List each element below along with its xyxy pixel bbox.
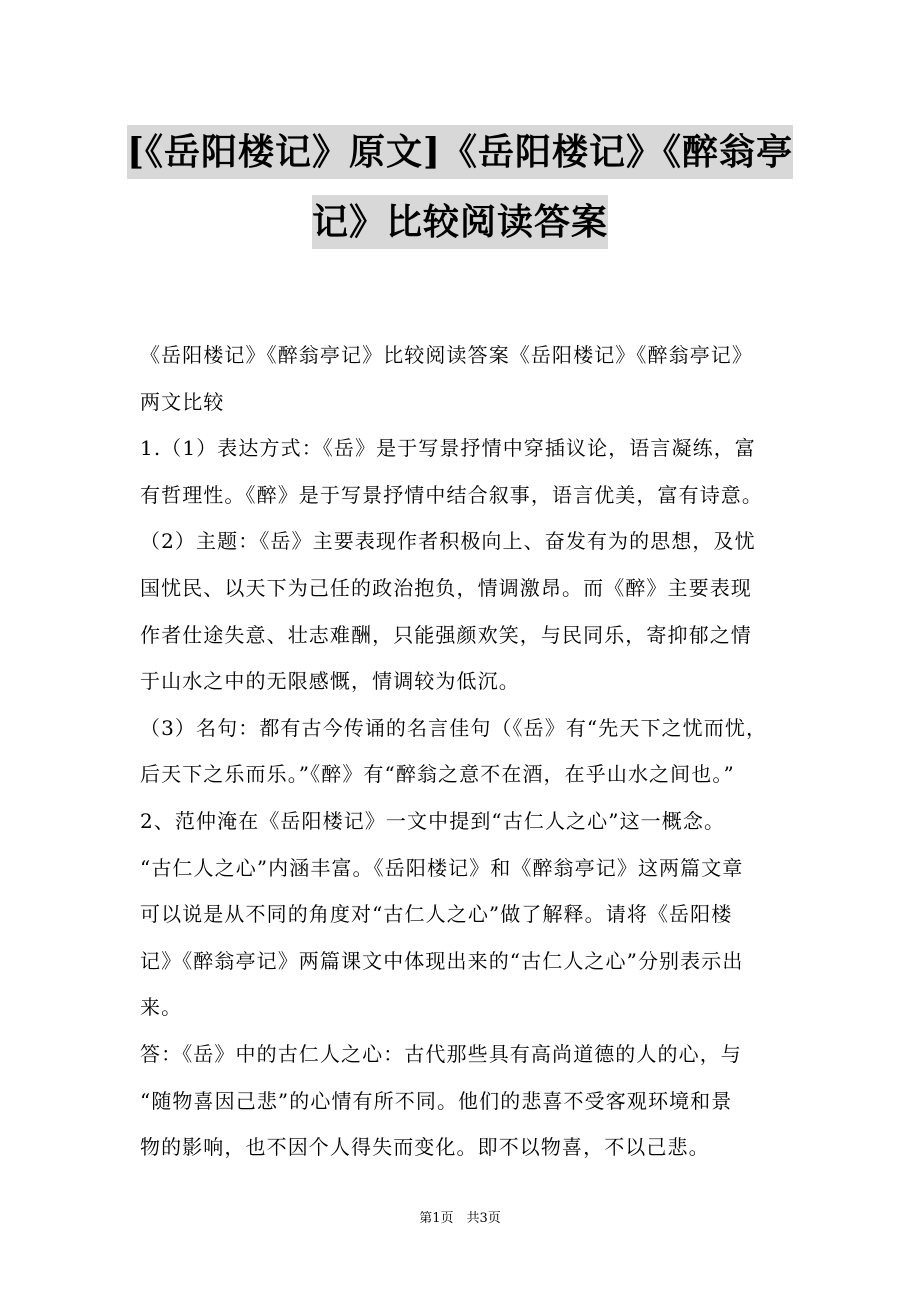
document-body [140,332,800,1171]
body-line: 两文比较 [140,389,225,414]
title-text-2: 记》比较阅读答案 [312,195,608,249]
document-title-line-1 [0,124,920,175]
body-line: 答：《岳》中的古仁人之心：古代那些具有高尚道德的人的心，与 [140,1041,742,1066]
body-line: 记》《醉翁亭记》两篇课文中体现出来的“古仁人之心”分别表示出 [140,948,744,973]
body-line: 作者仕途失意、壮志难酬，只能强颜欢笑，与民同乐，寄抑郁之情 [140,622,752,647]
body-line: 可以说是从不同的角度对“古仁人之心”做了解释。请将《岳阳楼 [140,902,733,927]
body-line: 来。 [140,995,183,1020]
body-line: 有哲理性。《醉》是于写景抒情中结合叙事，语言优美，富有诗意。 [140,482,763,507]
body-line: 后天下之乐而乐。”《醉》有“醉翁之意不在酒，在乎山水之间也。” [140,762,735,787]
page-footer: 第1页 共3页 [419,1211,501,1226]
body-line: 《岳阳楼记》《醉翁亭记》比较阅读答案《岳阳楼记》《醉翁亭记》 [140,343,753,367]
body-line: 于山水之中的无限感慨，情调较为低沉。 [140,669,520,694]
title-text-1: [《岳阳楼记》原文]《岳阳楼记》《醉翁亭 [127,125,793,179]
body-line: （2）主题：《岳》主要表现作者积极向上、奋发有为的思想，及忧 [140,529,756,554]
document-title-line-2 [0,194,920,245]
body-line: “随物喜因己悲”的心情有所不同。他们的悲喜不受客观环境和景 [140,1088,733,1113]
body-line: “古仁人之心”内涵丰富。《岳阳楼记》和《醉翁亭记》这两篇文章 [140,855,744,880]
body-line: 国忧民、以天下为己任的政治抱负，情调激昂。而《醉》主要表现 [140,575,752,600]
body-line: 物的影响，也不因个人得失而变化。即不以物喜，不以己悲。 [140,1135,710,1160]
body-line: 2、范仲淹在《岳阳楼记》一文中提到“古仁人之心”这一概念。 [140,808,726,833]
body-line: 1.（1）表达方式：《岳》是于写景抒情中穿插议论，语言凝练，富 [140,436,756,461]
body-line: （3）名句：都有古今传诵的名言佳句（《岳》有“先天下之忧而忧， [140,715,768,740]
